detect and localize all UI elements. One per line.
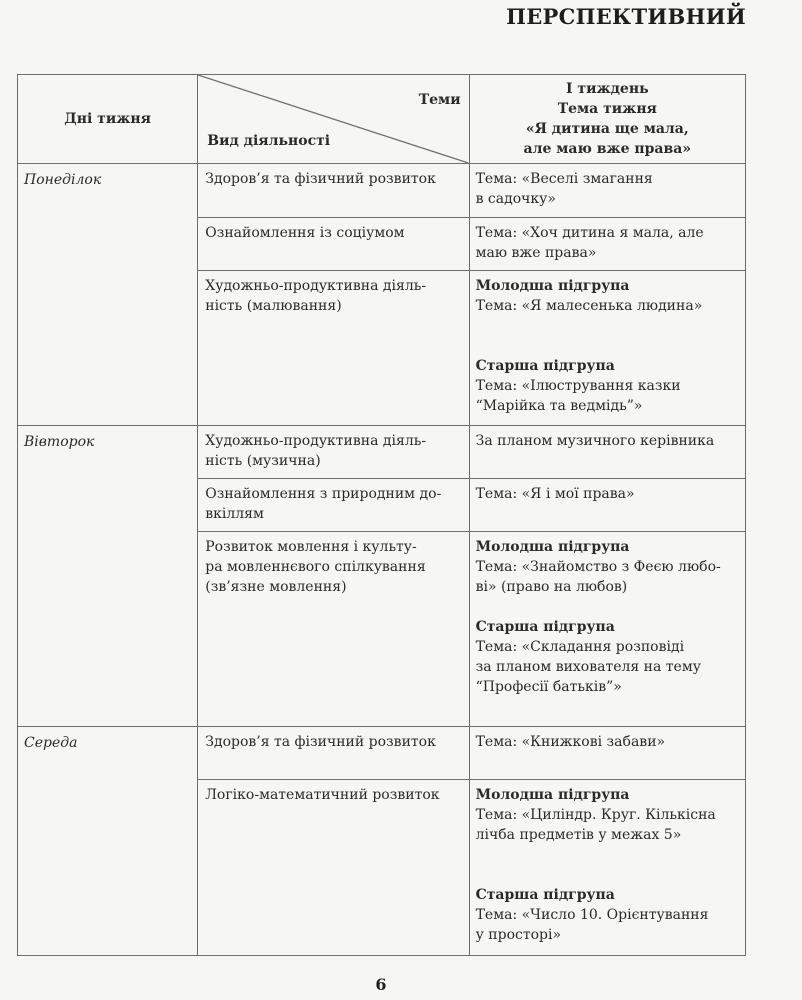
theme-cell: Молодша підгрупа Тема: «Знайомство з Феєю любо- ві» (право на любов) Старша підгрупа Тема: «Складання розповіді за планом вихователя на тему “Професії батьків”» xyxy=(469,532,745,727)
page-title: ПЕРСПЕКТИВНИЙ xyxy=(506,4,746,29)
activity-cell: Ознайомлення з природним до- вкіллям xyxy=(198,479,469,532)
theme-cell: Молодша підгрупа Тема: «Циліндр. Круг. Кількісна лічба предметів у межах 5» Старша підгрупа Тема: «Число 10. Орієнтування у просторі» xyxy=(469,780,745,956)
activity-cell: Розвиток мовлення і культу- ра мовленнєвого спілкування (зв’язне мовлення) xyxy=(198,532,469,727)
theme-cell: Тема: «Книжкові забави» xyxy=(469,727,745,780)
column-header-week xyxy=(469,75,745,164)
subgroup-younger-label: Молодша підгрупа xyxy=(475,787,630,803)
theme-cell: Тема: «Я і мої права» xyxy=(469,479,745,532)
activity-cell: Художньо-продуктивна діяль- ність (малювання) xyxy=(198,271,469,426)
day-monday: Понеділок xyxy=(18,164,198,426)
lesson-plan-table xyxy=(17,74,746,956)
table-header-row xyxy=(18,75,746,164)
page-number: 6 xyxy=(375,975,387,994)
column-header-days: Дні тижня xyxy=(18,75,198,164)
theme-cell: За планом музичного керівника xyxy=(469,426,745,479)
column-header-activity: Вид діяльності xyxy=(207,133,331,149)
subgroup-older-label: Старша підгрупа xyxy=(475,358,615,374)
theme-cell: Тема: «Хоч дитина я мала, але маю вже права» xyxy=(469,218,745,271)
week-theme-title-1: «Я дитина ще мала, xyxy=(525,121,689,137)
week-theme-title-2: але маю вже права» xyxy=(523,141,692,157)
activity-cell: Логіко-математичний розвиток xyxy=(198,780,469,956)
activity-cell: Художньо-продуктивна діяль- ність (музична) xyxy=(198,426,469,479)
subgroup-older-label: Старша підгрупа xyxy=(475,887,615,903)
day-wednesday: Середа xyxy=(18,727,198,956)
activity-cell: Здоров’я та фізичний розвиток xyxy=(198,727,469,780)
week-number: І тиждень xyxy=(565,81,649,97)
table-row xyxy=(18,426,746,479)
subgroup-older-label: Старша підгрупа xyxy=(475,619,615,635)
table-row xyxy=(18,727,746,780)
week-theme-label: Тема тижня xyxy=(557,101,657,117)
day-tuesday: Вівторок xyxy=(18,426,198,727)
column-header-diagonal xyxy=(198,75,469,164)
table-row xyxy=(18,164,746,218)
theme-cell: Молодша підгрупа Тема: «Я малесенька людина» Старша підгрупа Тема: «Ілюстрування казки “Марійка та ведмідь”» xyxy=(469,271,745,426)
column-header-themes: Теми xyxy=(418,92,461,108)
activity-cell: Здоров’я та фізичний розвиток xyxy=(198,164,469,218)
theme-cell: Тема: «Веселі змагання в садочку» xyxy=(469,164,745,218)
subgroup-younger-label: Молодша підгрупа xyxy=(475,539,630,555)
activity-cell: Ознайомлення із соціумом xyxy=(198,218,469,271)
subgroup-younger-label: Молодша підгрупа xyxy=(475,278,630,294)
